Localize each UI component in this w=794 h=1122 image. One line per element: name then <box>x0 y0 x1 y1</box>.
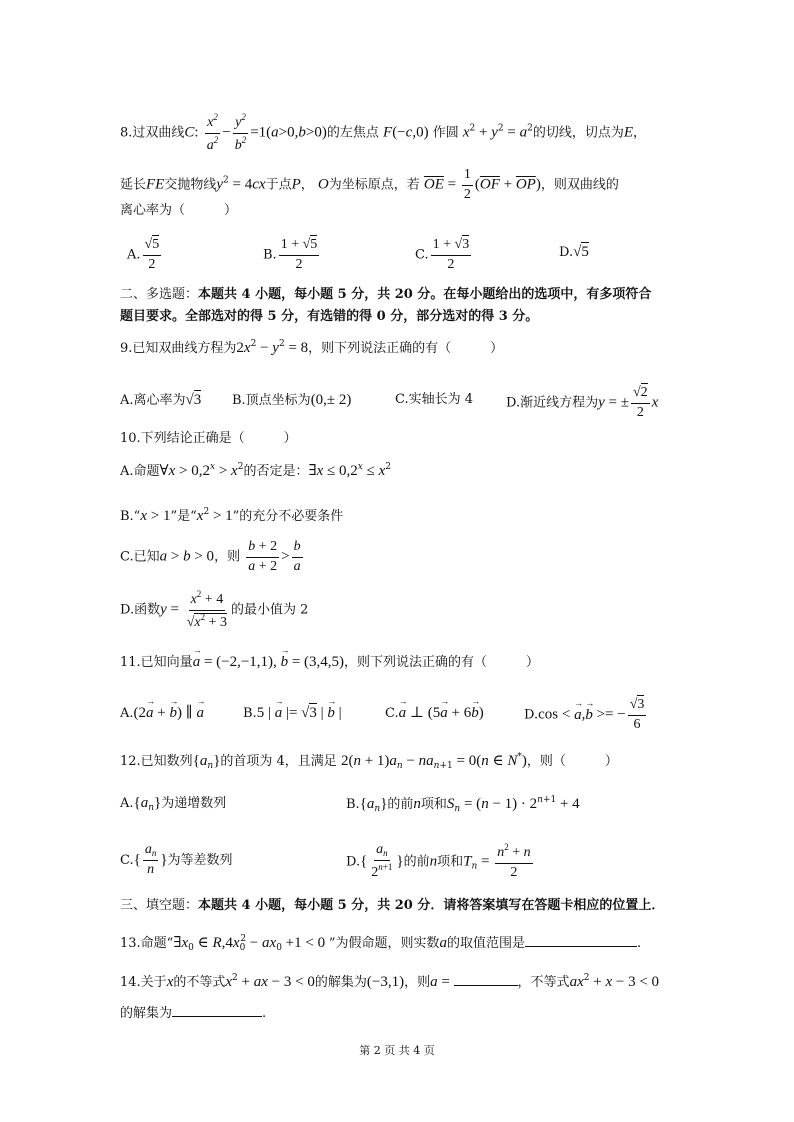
section2-line2: 题目要求。全部选对的得 5 分，有选错的得 0 分，部分选对的得 3 分。 <box>120 309 539 324</box>
q8-line3: 离心率为（ ） <box>120 203 238 218</box>
q11-option-a: A.(2→ a + → b) ∥ → a <box>120 706 204 721</box>
q9-option-a: A.离心率为√3 <box>120 392 202 408</box>
q8-fraction-y2-b2: $\frac{y^2}{b^2}$ <box>234 112 247 153</box>
q10-option-c: C.已知a > b > 0，则 $\frac{b + 2}{a + 2}$ > $\frac{b}{a}$ <box>120 539 301 574</box>
q9-option-d: D.渐近线方程为y = ± $\frac{√2}{2}$ x <box>506 385 659 420</box>
q14-line1: 14.关于x的不等式$x^2$ + ax − 3 < 0的解集为(−3,1)，则a = ，不等式$ax^2 + x - 3 < 0$ <box>120 973 660 990</box>
q9-stem: 9.已知双曲线方程为$2x^2 - y^2 = 8$，则下列说法正确的有（ ） <box>120 339 504 356</box>
q8-line1: 8.过双曲线C: $\frac{x^2}{a^2}$ − $\frac{y^2}{b^2}$ =1(a>0,b>0)的左焦点 F(−c,0) 作圆 $x^2 + y^2 = a^2$的切线，切点为E， <box>120 112 647 153</box>
q12-stem: 12.已知数列$\{a_n\}$的首项为 4，且满足 $2(n + 1)a_n - na_{n+1} = 0(n$ ∈ N*)，则（ ） <box>120 752 618 771</box>
q12-option-a: $A.\{a_n\}$为递增数列 <box>120 795 227 813</box>
q13: 13.命题“$\exists x_0$ ∈ $R,4x_0^2 - ax_0 +1 < 0$ ”为假命题，则实数a的取值范围是 . <box>120 934 642 953</box>
page-number: 第 2 页 共 4 页 <box>359 1044 435 1057</box>
q8-option-b: B. $\frac{1 + √5}{2}$ <box>263 237 318 272</box>
section3-heading: 三、填空题：本题共 4 小题，每小题 5 分，共 20 分．请将答案填写在答题卡相应的位置上． <box>120 898 665 913</box>
q11-stem: 11.已知向量→ a = (−2,−1,1), → b = (3,4,5)，则下列说法正确的有（ ） <box>120 655 539 670</box>
q8-option-a: A. $\frac{√5}{2}$ <box>127 237 160 272</box>
q10-option-a: A.命题∀x > $0,2^x > x^2$的否定是：∃x ≤ $0,2^x \le x^2$ <box>120 462 391 479</box>
q10-option-b: B.“x > 1”是“$x^2 > 1$”的充分不必要条件 <box>120 507 344 524</box>
q11-option-b: B.5 | → a |= √3 | → b | <box>243 706 342 721</box>
q9-option-c: C.实轴长为 4 <box>395 392 474 407</box>
q8-option-c: C. $\frac{1 + √3}{2}$ <box>415 237 470 272</box>
q11-option-c: C.→ a ⊥ (5→ a + 6→ b) <box>385 706 484 721</box>
q8-option-d: D.√5 <box>559 244 589 260</box>
q12-option-b: $B.\{a_n\}$的前n项和$S_n = (n - 1) \cdot 2^{n+1} + 4$ <box>346 795 580 814</box>
q8-text-circle: 作圆 <box>432 125 459 141</box>
q9-option-b: B.顶点坐标为(0,± 2) <box>232 392 352 408</box>
q13-answer-blank[interactable] <box>525 934 637 947</box>
q8-text-tangent: 的切线，切点为 <box>532 125 624 141</box>
section2-heading: 二、多选题：本题共 4 小题，每小题 5 分，共 20 分。在每小题给出的选项中，有多项符合 <box>120 287 652 302</box>
q14-answer-blank-a[interactable] <box>454 973 518 986</box>
q12-option-d: D.{ $\frac{a_n}{2^{n+1}}$ }的前n项和$T_n$ = $\frac{n^2 + n}{2}$ <box>346 842 531 881</box>
q8-prefix: 8.过双曲线 <box>120 125 185 141</box>
q10-option-d: D.函数y = $\frac{x^2 + 4}{√x^2 + 3}$ 的最小值为 2 <box>120 589 309 630</box>
q14-line2: 的解集为 . <box>120 1006 267 1021</box>
q8-fraction-half: $\frac{1}{2}$ <box>463 167 471 202</box>
q14-answer-blank-set[interactable] <box>172 1004 262 1017</box>
q8-fraction-x2-a2: $\frac{x^2}{a^2}$ <box>206 112 219 153</box>
q8-line2: 延长FE交抛物线$y^2 = 4cx$于点P， O为坐标原点，若 $\overline{OE}$ = $\frac{1}{2}$ $(\overline{OF} + \overline{OP})$，则双曲线的 <box>120 167 619 202</box>
q8-text-left-focus: 的左焦点 <box>326 125 379 141</box>
q12-option-c: C.{ $\frac{a_n}{n}$ }为等差数列 <box>120 842 233 878</box>
q10-stem: 10.下列结论正确是（ ） <box>120 431 297 446</box>
q11-option-d: D.cos < → a,→ b >= − $\frac{√3}{6}$ <box>524 698 648 732</box>
